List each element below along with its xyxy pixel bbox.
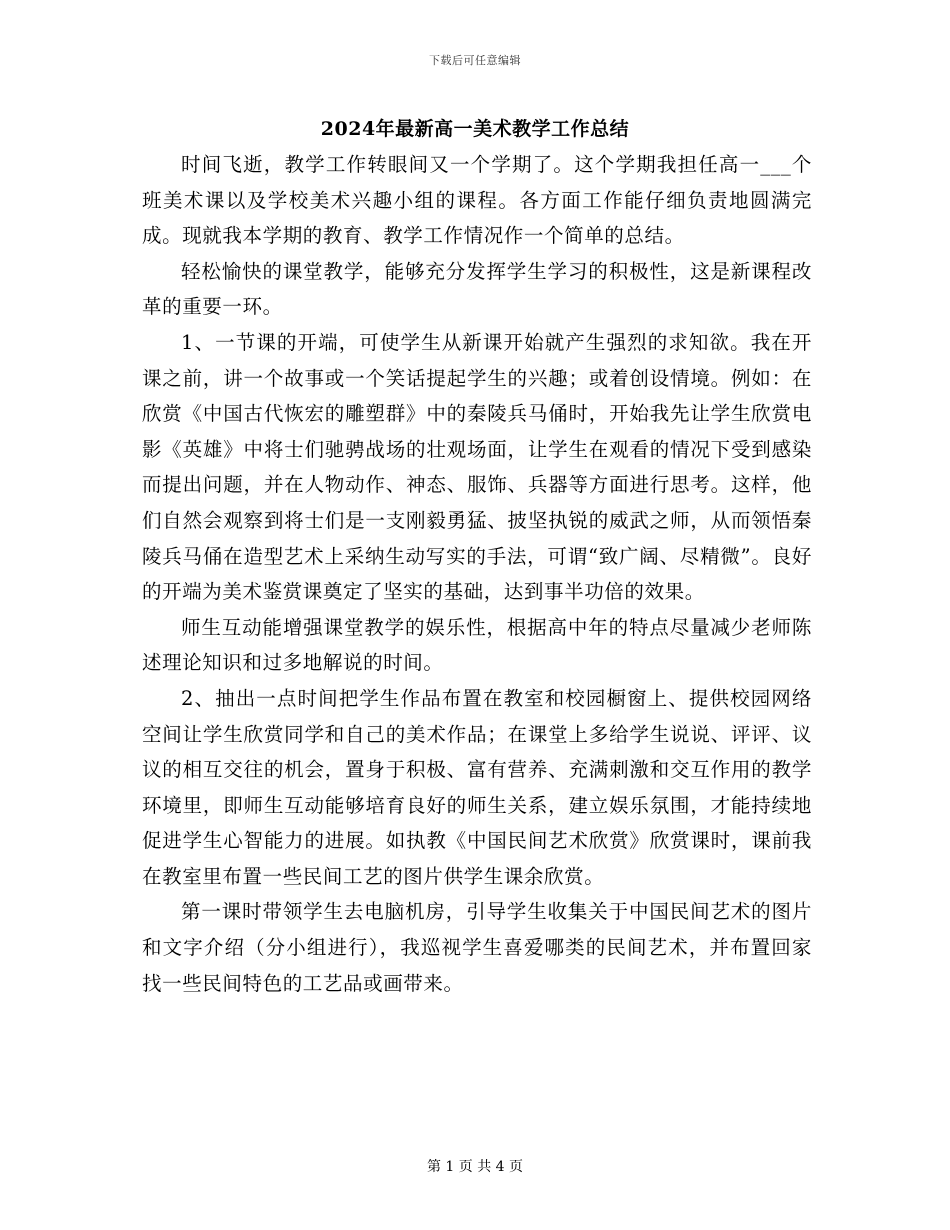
paragraph: 轻松愉快的课堂教学，能够充分发挥学生学习的积极性，这是新课程改革的重要一环。 [142,259,812,319]
paragraph: 第一课时带领学生去电脑机房，引导学生收集关于中国民间艺术的图片和文字介绍（分小组进行），我巡视学生喜爱哪类的民间艺术，并布置回家找一些民间特色的工艺品或画带来。 [142,900,812,995]
paragraph: 2、抽出一点时间把学生作品布置在教室和校园橱窗上、提供校园网络空间让学生欣赏同学和自己的美术作品；在课堂上多给学生说说、评评、议议的相互交往的机会，置身于积极、富有营养、充满刺激和交互作用的教学环境里，即师生互动能够培育良好的师生关系，建立娱乐氛围，才能持续地促进学生心智能力的进展。如执教《中国民间艺术欣赏》欣赏课时，课前我在教室里布置一些民间工艺的图片供学生课余欣赏。 [142,686,812,888]
paragraph: 1、一节课的开端，可使学生从新课开始就产生强烈的求知欲。我在开课之前，讲一个故事或一个笑话提起学生的兴趣；或着创设情境。例如：在欣赏《中国古代恢宏的雕塑群》中的秦陵兵马俑时，开始我先让学生欣赏电影《英雄》中将士们驰骋战场的壮观场面，让学生在观看的情况下受到感染而提出问题，并在人物动作、神态、服饰、兵器等方面进行思考。这样，他们自然会观察到将士们是一支刚毅勇猛、披坚执锐的威武之师，从而领悟秦陵兵马俑在造型艺术上采纳生动写实的手法，可谓“致广阔、尽精微”。良好的开端为美术鉴赏课奠定了坚实的基础，达到事半功倍的效果。 [142,330,812,604]
paragraph: 时间飞逝，教学工作转眼间又一个学期了。这个学期我担任高一___个班美术课以及学校美术兴趣小组的课程。各方面工作能仔细负责地圆满完成。现就我本学期的教育、教学工作情况作一个简单的总结。 [142,153,812,248]
document-body [142,147,812,1001]
paragraph: 师生互动能增强课堂教学的娱乐性，根据高中年的特点尽量减少老师陈述理论知识和过多地解说的时间。 [142,615,812,675]
page-indicator: 第 1 页 共 4 页 [426,1159,524,1175]
header-note: 下载后可任意编辑 [429,54,521,67]
document-title: 2024年最新高一美术教学工作总结 [320,118,630,140]
